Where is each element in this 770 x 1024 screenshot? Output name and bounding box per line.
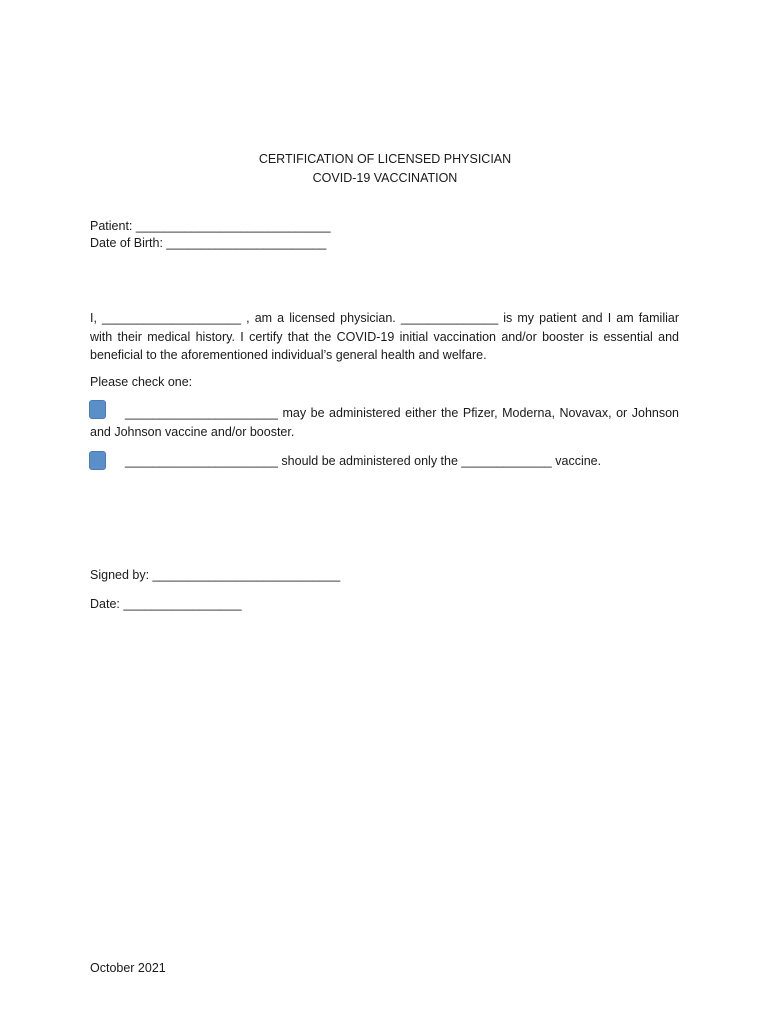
footer-date: October 2021 [90,961,166,975]
option-1-row [90,404,679,441]
option-2-text: ______________________ should be administered only the _____________ vaccine. [125,454,602,468]
signed-by-line: Signed by: ___________________________ [90,568,341,582]
option-2-row [90,452,679,471]
check-one-prompt: Please check one: [90,375,193,389]
patient-name-line: Patient: ____________________________ [90,219,331,233]
document-title-line-1: CERTIFICATION OF LICENSED PHYSICIAN [258,152,512,166]
signature-date-line: Date: _________________ [90,597,242,611]
date-of-birth-line: Date of Birth: _______________________ [90,236,327,250]
document-title-line-2: COVID-19 VACCINATION [312,171,458,185]
option-1-text: ______________________ may be administered either the Pfizer, Moderna, Novavax, or Johnson and Johnson vaccine and/or booster. [90,406,679,439]
physician-statement: I, ____________________ , am a licensed physician. ______________ is my patient and I am familiar with their medical history. I certify that the COVID-19 initial vaccination and/or booster is essential and beneficial to the aforementioned individual’s general health and welfare. [90,311,679,362]
